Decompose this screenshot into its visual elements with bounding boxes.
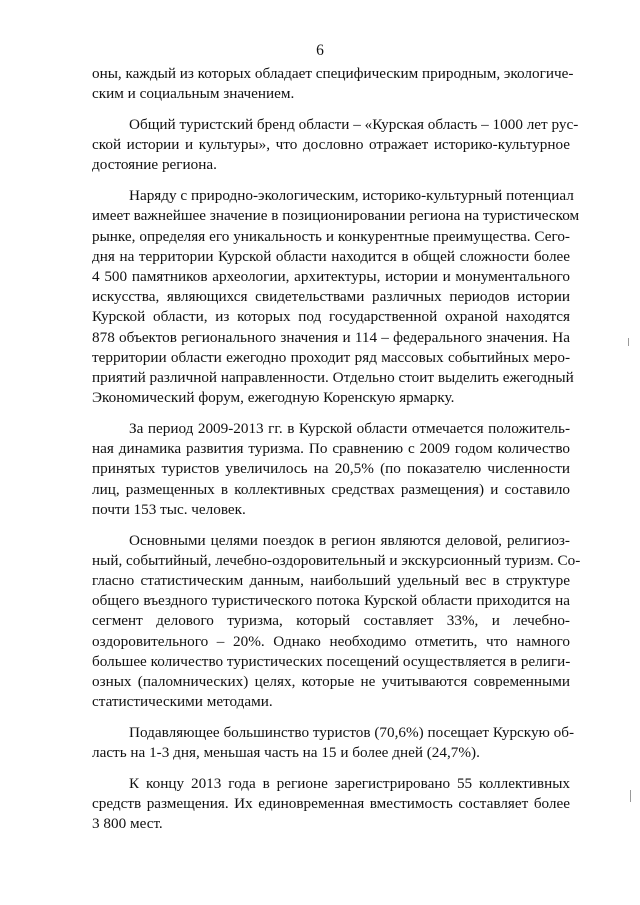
paragraph-2 — [92, 115, 579, 176]
paragraph-1 — [92, 64, 574, 104]
text-line: Курской области, из которых под государственной охраной находятся — [92, 308, 570, 326]
text-line: достояние региона. — [92, 156, 217, 174]
scan-artifact-mark — [630, 790, 631, 802]
page-number: 6 — [316, 42, 324, 59]
paragraph-4 — [92, 419, 570, 520]
text-line: общего въездного туристического потока Курской области приходится на — [92, 592, 570, 610]
text-line: ласть на 1-3 дня, меньшая часть на 15 и более дней (24,7%). — [92, 744, 480, 762]
text-line: территории области ежегодно проходит ряд массовых событийных меро- — [92, 348, 570, 366]
document-body — [92, 64, 581, 845]
text-line: 878 объектов регионального значения и 114 – федерального значения. На — [92, 328, 570, 346]
paragraph-3 — [92, 186, 580, 408]
text-line: приятий различной направленности. Отдельно стоит выделить ежегодный — [92, 369, 574, 387]
text-line: принятых туристов увеличилось на 20,5% (по показателю численности — [92, 460, 570, 478]
paragraph-7 — [92, 774, 570, 835]
text-line: почти 153 тыс. человек. — [92, 500, 246, 518]
paragraph-6 — [92, 723, 575, 763]
text-line: Экономический форум, ежегодную Коренскую ярмарку. — [92, 389, 455, 407]
text-line: искусства, являющихся свидетельствами различных периодов истории — [92, 288, 570, 306]
scan-artifact-mark — [628, 338, 629, 346]
text-line: ским и социальным значением. — [92, 85, 295, 103]
text-line: оны, каждый из которых обладает специфическим природным, экологиче- — [92, 65, 574, 82]
text-line: рынке, определяя его уникальность и конкурентные преимущества. Сего- — [92, 227, 570, 245]
text-line: имеет важнейшее значение в позиционировании региона на туристическом — [92, 207, 580, 225]
text-line: лиц, размещенных в коллективных средствах размещения) и составило — [92, 480, 570, 498]
text-line: дня на территории Курской области находится в общей сложности более — [92, 247, 570, 265]
text-line: Основными целями поездок в регион являются деловой, религиоз- — [129, 531, 570, 549]
text-line: оздоровительного – 20%. Однако необходимо отметить, что намного — [92, 632, 570, 650]
text-line: большее количество туристических посещений осуществляется в религи- — [92, 652, 571, 670]
text-line: За период 2009-2013 гг. в Курской области отмечается положитель- — [129, 420, 570, 438]
text-line: 3 800 мест. — [92, 815, 163, 833]
text-line: сегмент делового туризма, который составляет 33%, и лечебно- — [92, 612, 570, 630]
paragraph-5 — [92, 531, 581, 713]
text-line: ской истории и культуры», что дословно отражает историко-культурное — [92, 136, 570, 154]
text-line: озных (паломнических) целях, которые не учитываются современными — [92, 673, 570, 691]
text-line: Наряду с природно-экологическим, историко-культурный потенциал — [129, 187, 574, 205]
text-line: Общий туристский бренд области – «Курская область – 1000 лет рус- — [129, 116, 579, 133]
text-line: гласно статистическим данным, наибольший удельный вес в структуре — [92, 572, 570, 590]
text-line: ная динамика развития туризма. По сравнению с 2009 годом количество — [92, 440, 570, 458]
text-line: Подавляющее большинство туристов (70,6%) посещает Курскую об- — [129, 724, 575, 742]
text-line: статистическими методами. — [92, 693, 273, 711]
text-line: средств размещения. Их единовременная вместимость составляет более — [92, 795, 570, 813]
text-line: К концу 2013 года в регионе зарегистрировано 55 коллективных — [129, 775, 570, 793]
text-line: 4 500 памятников археологии, архитектуры, истории и монументального — [92, 268, 570, 286]
text-line: ный, событийный, лечебно-оздоровительный и экскурсионный туризм. Со- — [92, 551, 581, 569]
